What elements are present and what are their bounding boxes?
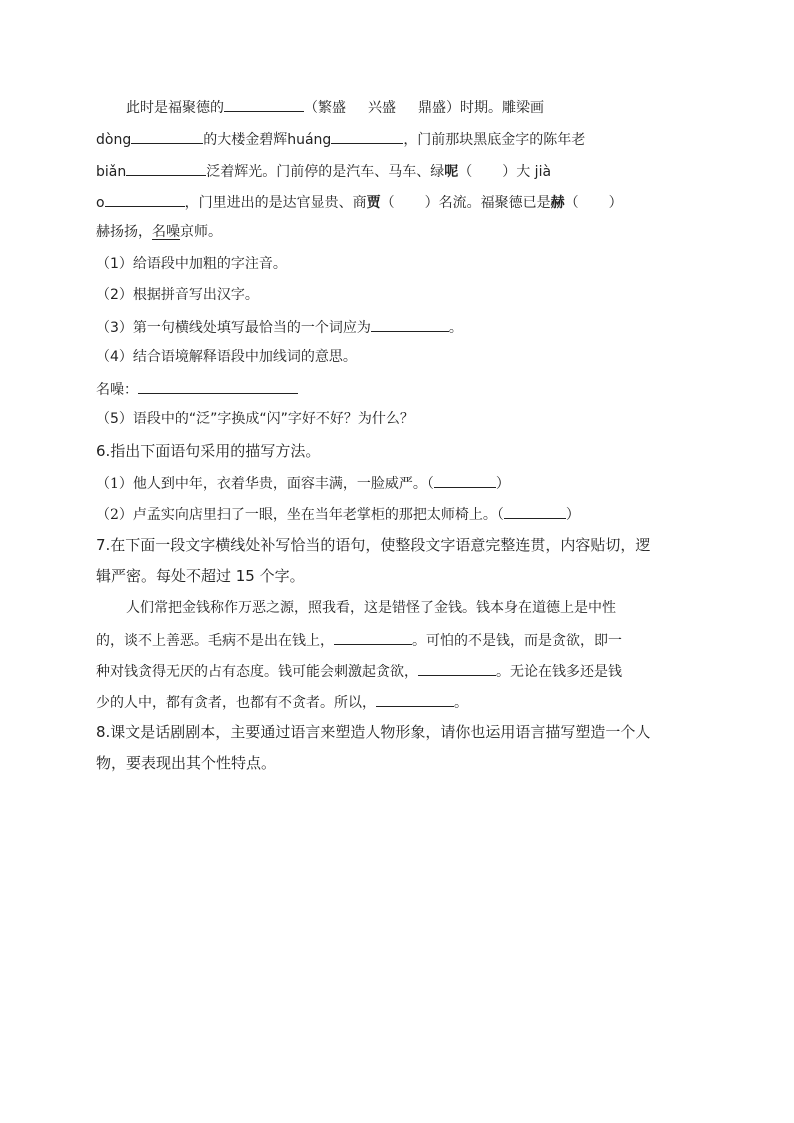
option-dingsheng: 鼎盛）时期。雕梁画 <box>418 100 544 116</box>
q7-text: 的，谈不上善恶。毛病不是出在钱上， <box>96 633 334 649</box>
q7-title-line-1: 7.在下面一段文字横线处补写恰当的语句，使整段文字语意完整连贯，内容贴切，逻 <box>96 536 651 554</box>
paren-open: （ <box>458 164 473 180</box>
q6-item-2-text: （2）卢孟实向店里扫了一眼，坐在当年老掌柜的那把太师椅上。（ <box>96 507 504 523</box>
passage-line-1 <box>126 96 544 118</box>
q6-item-1-text: （1）他人到中年，衣着华贵，面容丰满，一脸威严。（ <box>96 476 434 492</box>
pinyin-jiao: ）大 jià <box>502 164 552 180</box>
bold-char-gu: 贾 <box>366 195 381 211</box>
period: 。 <box>448 320 463 336</box>
mingzao-label: 名噪： <box>96 382 138 398</box>
q7-text: 少的人中，都有贪者，也都有不贪者。所以， <box>96 695 376 711</box>
passage-text: 泛着辉光。门前停的是汽车、马车、绿 <box>206 164 445 180</box>
option-xingsheng: 兴盛 <box>368 100 396 116</box>
option-fansheng: （繁盛 <box>304 100 346 116</box>
q7-paragraph-line-4 <box>96 691 468 713</box>
q6-item-1 <box>96 472 510 494</box>
q8-line-2: 物，要表现出其个性特点。 <box>96 754 277 772</box>
q7-title-line-2: 辑严密。每处不超过 15 个字。 <box>96 567 305 585</box>
bold-char-he: 赫 <box>550 195 565 211</box>
answer-blank[interactable] <box>224 96 304 112</box>
passage-line-2 <box>96 128 585 150</box>
passage-line-3 <box>96 160 551 182</box>
q7-text: 。无论在钱多还是钱 <box>496 664 622 680</box>
answer-blank[interactable] <box>138 378 298 394</box>
paren-open: （ <box>564 195 579 211</box>
q7-paragraph-line-2 <box>96 629 622 651</box>
answer-blank[interactable] <box>371 316 449 332</box>
q5-item-1: （1）给语段中加粗的字注音。 <box>96 256 287 272</box>
q7-text: 种对钱贪得无厌的占有态度。钱可能会刺激起贪欲， <box>96 664 418 680</box>
q6-item-2 <box>96 503 580 525</box>
passage-text: ，门前那块黑底金字的陈年老 <box>403 132 586 148</box>
answer-blank[interactable] <box>105 191 185 207</box>
q5-item-5: （5）语段中的“泛”字换成“闪”字好不好？为什么？ <box>96 411 414 427</box>
q5-item-2: （2）根据拼音写出汉字。 <box>96 287 259 303</box>
paren-close: ） <box>495 476 510 492</box>
answer-blank[interactable] <box>376 691 454 707</box>
q5-item-3-text: （3）第一句横线处填写最恰当的一个词应为 <box>96 320 371 336</box>
q8-line-1: 8.课文是话剧剧本，主要通过语言来塑造人物形象，请你也运用语言描写塑造一个人 <box>96 723 651 741</box>
passage-text: 赫扬扬， <box>96 224 152 240</box>
answer-blank[interactable] <box>504 503 566 519</box>
paren-close: ） <box>565 507 580 523</box>
underlined-word-mingzao: 名噪 <box>152 224 180 240</box>
paren-open: （ <box>380 195 395 211</box>
period: 。 <box>454 695 468 711</box>
q6-title: 6.指出下面语句采用的描写方法。 <box>96 442 321 460</box>
bold-char-ni: 呢 <box>444 164 459 180</box>
answer-blank[interactable] <box>331 128 403 144</box>
answer-blank[interactable] <box>126 160 206 176</box>
q5-item-4: （4）结合语境解释语段中加线词的意思。 <box>96 349 357 365</box>
q7-paragraph-line-1: 人们常把金钱称作万恶之源，照我看，这是错怪了金钱。钱本身在道德上是中性 <box>126 600 616 616</box>
passage-text: 此时是福聚德的 <box>126 100 224 116</box>
q5-item-4-answer <box>96 378 298 400</box>
pinyin-bian: biǎn <box>96 164 127 180</box>
pinyin-huang: huáng <box>287 132 332 148</box>
passage-line-5 <box>96 222 222 242</box>
passage-text: 京师。 <box>180 224 222 240</box>
q7-paragraph-line-3 <box>96 660 622 682</box>
answer-blank[interactable] <box>131 128 203 144</box>
answer-blank[interactable] <box>418 660 496 676</box>
passage-text: 的大楼金碧辉 <box>203 132 288 148</box>
pinyin-dong: dòng <box>96 132 132 148</box>
q7-text: 。可怕的不是钱，而是贪欲，即一 <box>412 633 622 649</box>
answer-blank[interactable] <box>434 472 496 488</box>
pinyin-jiao-end: o <box>96 195 105 211</box>
answer-blank[interactable] <box>334 629 412 645</box>
passage-text: ，门里进出的是达官显贵、商 <box>184 195 367 211</box>
q5-item-3 <box>96 316 463 338</box>
paren-close: ） <box>608 195 623 211</box>
passage-text: ）名流。福聚德已是 <box>424 195 551 211</box>
passage-line-4 <box>96 191 623 213</box>
